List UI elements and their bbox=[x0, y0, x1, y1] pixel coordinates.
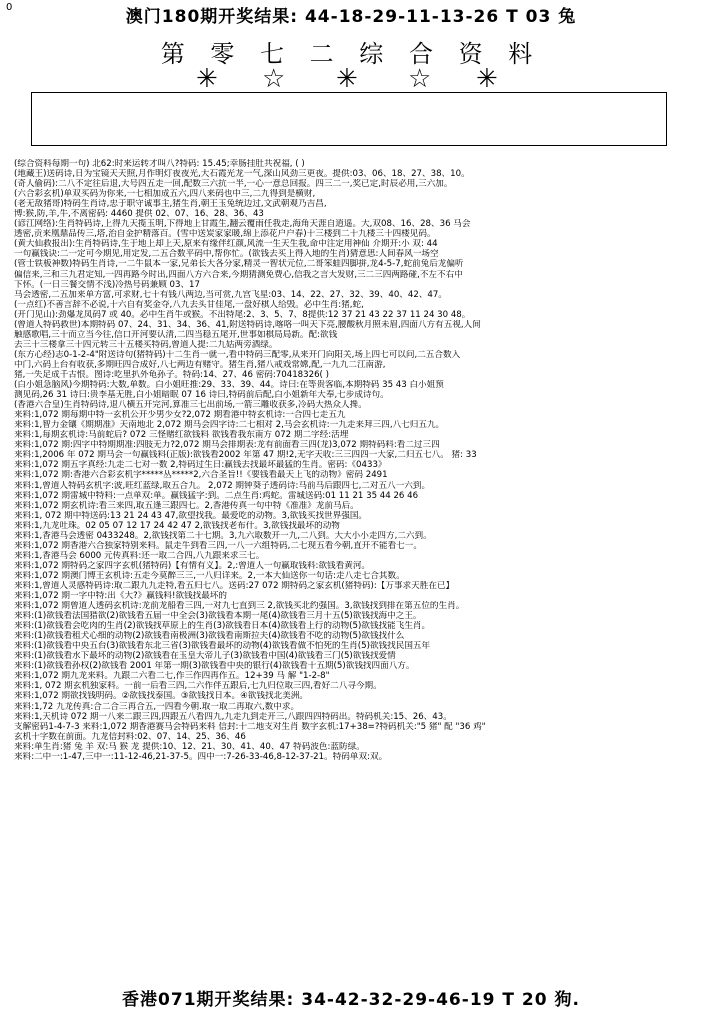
text-line: 玄机十字数在前面。九龙信封料:02、07、14、25、36、46 bbox=[14, 731, 246, 742]
text-line: 来料:1,每期玄机诗:马前蛇后? 072 三怪赌红欲钱料 欲钱看我东南方 072 期二字经:活埋 bbox=[14, 430, 349, 441]
text-line: (黄大仙救报出):生肖特码诗,生于地上却上天,原来有缘伴红颜,风流一生天生我,命中注定用神仙 介期开:小 双: 44 bbox=[14, 239, 438, 250]
text-line: (老无敌猪哥)特码生肖诗,忠于职守诚事主,猪生肖,朝王玉兔统边过,文武朝观乃吉昌, bbox=[14, 199, 327, 210]
text-line: (曾道人特码救世)本期特码 07、24、31、34、36、41,附送特码诗,喀咯一叫天下亮,腰酸秋月照未眉,四面八方有五视,人间 bbox=[14, 319, 481, 330]
text-line: 一句赢钱诀:二一定可今期见,用定发,二五合数平码中,帮你忙。(欲钱去买上得入地的生肖)猜意思:人间春风一场空 bbox=[14, 249, 439, 260]
text-line: 来料:1,072 期欲找钱明码。②欲钱找泰国。③欲钱找日本。④欲钱找北美洲。 bbox=[14, 691, 308, 702]
text-line: 来料:1, 072 期玄机独家料。一前一后看三四,二六作伴五跟后,七九归位取三四,看好二八寻今期。 bbox=[14, 681, 382, 692]
text-line: 中门,六码上台有收获,多期旺四合成好,八七两边有赌守。猪生肖,猪八戒戏常嫦,配,一九九二江南游, bbox=[14, 359, 386, 370]
text-line: 来料:1,072 期每期中特一玄机公开少男少女?2,072 期看港中特玄机诗:一合四七走五九 bbox=[14, 410, 346, 421]
text-line: 来料:1,香港马会 6000 元传真料:还一取二合四,八九跟来求三七。 bbox=[14, 550, 265, 561]
text-line: 来料:1,072 期:四字中特期期准:四肢无力?2,072 期马会排期表:龙有前面看三四(龙)3,072 期特码料:看二过三四 bbox=[14, 440, 440, 451]
text-line: 来料:1,香港马会透密 0433248。2,欲钱找第二十七期。3,九六取数开一九,二八到。大大小小走四方,二六到。 bbox=[14, 530, 432, 541]
text-line: 来料:(1)欲钱看水下最坏的动物(2)欲钱看在玉皇大帝儿子(3)欲钱看中国(4)欲钱看三门(5)欲钱找爱情 bbox=[14, 651, 396, 662]
text-line: 来料:1,智力金镶《期期准》天南地北 2,072 期马会四字诗:二七相对 2,马会玄机诗:一九走来拜三四,八七归五九。 bbox=[14, 420, 445, 431]
text-line: 猪,一失足成千古恨。图诗:吃里扒外龟孙子。特码:14、27、46 密码:70418326( ) bbox=[14, 369, 329, 380]
text-line: 来料:1,72 九龙传真:合二合三再合五,一四看今朝.取一取二再取六,数中求。 bbox=[14, 701, 300, 712]
asterisk-star-icon: ✳ bbox=[476, 64, 498, 94]
text-line: 来料:1,九龙吐珠。02 05 07 12 17 24 42 47 2,欲钱找老布什。3,欲钱找最坏的动物 bbox=[14, 520, 340, 531]
text-line: 透密,贡来凰鼎品传三,塔,治自金护精落百。(雪中送炭家家暖,绵上添花户户春)十三楼到二十九楼三十四楼见码。 bbox=[14, 229, 436, 240]
text-line: (白小姐急脑风)今期特码:大数,单数。白小姐旺推:29、33、39、44。诗曰:在等贵客临,本期特码 35 43 白小姐预 bbox=[14, 380, 444, 391]
text-line: (地藏王)送码诗,日为宝镜天天照,月作明灯夜夜光,大石霞光龙一气,深山风劲三更夜。提供:03、06、18、27、38、10。 bbox=[14, 169, 470, 180]
text-line: 来料:(1)欲钱看会吃肉的生肖(2)欲钱找草原上的生肖(3)欲钱看日本(4)欲钱看上行的动物(5)欲钱找能飞生肖。 bbox=[14, 621, 431, 632]
text-line: 来料:(1)欲钱看租犬心细的动物(2)欲钱看南极洲(3)欲钱看南斯拉夫(4)欲钱看不吃的动物(5)欲钱找什么 bbox=[14, 631, 405, 642]
text-line: 测见码,26 31 诗曰:贵李基无胜,白小姐暗眠 07 16 诗曰,特码前后配,白小姐新年大奉,七步成诗句。 bbox=[14, 390, 389, 401]
text-line: 来料:(1)欲钱看中央五台(3)欲钱看东北三省(3)欲钱看最坏的动物(4)欲钱看做不怕死的生肖(5)欲钱找民国五年 bbox=[14, 641, 431, 652]
tips-text-block bbox=[14, 159, 690, 762]
text-line: 博:猴,防,羊,牛,不离密码: 4460 提供 02、07、16、28、36、43 bbox=[14, 209, 264, 220]
issue-subtitle: 第 零 七 二 综 合 资 料 bbox=[160, 40, 542, 68]
text-line: 触感歌唱,三十而立当今往,信口开河要认清,二四当稳五尾开,世事如棋局局新。配:欲钱 bbox=[14, 329, 338, 340]
text-line: 来料:单生肖:猪 兔 羊 双:马 猴 龙 提供:10、12、21、30、41、40、47 特码波色:蓝防绿。 bbox=[14, 741, 365, 752]
text-line: 偏信来,三和三九君定知,一四再路今时出,四面八方六合来,今期猜测免费心,信我之言大发财,三二三四两路碰,不左不右中 bbox=[14, 269, 463, 280]
text-line: 来料:1,072 期雷城中特料:一点单双:单。赢钱猛字:到。二点生肖:鸡蛇。雷城送码:01 11 21 35 44 26 46 bbox=[14, 490, 419, 501]
text-line: 来料:1,072 期玄机诗:看三来四,取五逢三跟四七。2,香港传真一句中特《准准》龙前马后。 bbox=[14, 500, 359, 511]
text-line: 去三十三楼拿三十四元转三十五楼买特码,曾道人提:二九姑两旁酒绿。 bbox=[14, 339, 278, 350]
text-line: 来料:1,072 期香港六合独家特别来料。鼠走牛到看三四,一八一六组特码,二七现五看今朝,直开不能看七一。 bbox=[14, 540, 422, 551]
text-line: (一点红)不善言辞不必说,十六自有奖金夺,八九去头甘佳尾,一盘好棋人给毁。必中生肖:猪,蛇, bbox=[14, 299, 364, 310]
text-line: (东方心经)志0-1-2-4"附送诗句(猪特码)十二生肖一就一,看中特码三配零,从来开门向阳关,场上四七可以问,二五合数入 bbox=[14, 349, 461, 360]
page-number: 0 bbox=[6, 2, 13, 13]
text-line: 下怀。(一日三餐交情不浅)冷热号码兼顾 03、17 bbox=[14, 279, 200, 290]
text-line: (管士铁板神数)特码生肖诗,一二牛鼠本一家,兄弟长大各分家,精灵一智状元位,二哥笨蛙四脚拼,龙4-5-7,蛇前兔后龙偏听 bbox=[14, 259, 464, 270]
text-line: 来料:1,072 期:香港六合彩玄机字*****丛*****2,六合圣旨!!《要钱看最天上飞的动物》密码 2491 bbox=[14, 470, 388, 481]
text-line: 来料:(1)欲钱看法国猎欲(2)欲钱看五届一中全会(3)欲钱看本期一尾(4)欲钱看三月十五(5)欲钱找海中之王。 bbox=[14, 611, 422, 622]
text-line: 支解密码1-4-7-3 来料:1,072 期香港赛马会特码来料 信封:十二地支对生肖 数字玄机:17+38=?特码机关:"5 猪" 配 "36 鸡" bbox=[14, 721, 486, 732]
text-line: (综合资料每期一句) 北62:时来运转才叫八?特码: 15.45;幸肠挂肚共祝福, ( ) bbox=[14, 159, 305, 169]
text-line: 来料:(1)欲钱看孙权(2)欲钱看 2001 年第一期(3)欲钱看中央的银行(4)欲钱看十五期(5)欲钱找四面八方。 bbox=[14, 661, 415, 672]
text-line: 来料:1,072 期五字真经:九走二七对一数 2,特码过生日:赢钱去找最坏最猛的生肖。密码:《0433》 bbox=[14, 460, 387, 471]
blank-banner-box bbox=[31, 92, 667, 146]
text-line: 来料:二中一:1-47,三中一:11-12-46,21-37-5。四中一:7-26-33-46,8-12-37-21。特码单双:双。 bbox=[14, 751, 388, 762]
asterisk-star-icon: ✳ bbox=[336, 64, 358, 94]
text-line: 来料:1,曾道人特码玄机字:波,旺红蓝绿,取五合九。 2,072 期钟葵子透码诗:马前马后跟四七,二对五八一六到。 bbox=[14, 480, 431, 491]
hongkong-result-title: 香港071期开奖结果: 34-42-32-29-46-19 T 20 狗. bbox=[122, 990, 580, 1010]
text-line: (六合彩玄机)单双买码为你来,一七相加成五六,四八来码也中三,二九得到是横财, bbox=[14, 189, 316, 200]
text-line: 来料:1,072 期特码之家四字玄机(猪特码)【有情有义】。2,:曾道人一句赢取钱料:欲钱看黄河。 bbox=[14, 560, 371, 571]
outline-star-icon: ☆ bbox=[262, 64, 286, 94]
text-line: 来料:1,072 期一字中特:出《大?》赢钱料!欲钱找最坏的 bbox=[14, 591, 228, 602]
text-line: 马会透密,二五加来单方富,可求财,七十有钱八两边,当可赏,九宫飞星:03、14、22、27、32、39、40、42、47。 bbox=[14, 289, 447, 300]
asterisk-star-icon: ✳ bbox=[196, 64, 218, 94]
text-line: 来料:1,072 期澳门博王玄机诗:五走今莫醉三三,一八归详来。2,一本大仙送你一句话:走八走七合其数。 bbox=[14, 570, 405, 581]
text-line: 来料:1,天机诗 072 期一八来二跟三四,四跟五八看四九,九走九到走开三,八跟四四特码出。特码机关:15、26、43。 bbox=[14, 711, 452, 722]
text-line: 来料:1,2006 年 072 期马会一句赢钱料(正版):欲钱看2002 年第 47 期!2,无字天收:三三四四一大家,二归五七八。 猪: 33 bbox=[14, 450, 477, 461]
text-line: 来料:1, 072 期中特送码:13 21 24 43 47,欲望找我。最爱吃的动物。3,欲钱买找世界强国。 bbox=[14, 510, 368, 521]
text-line: (开门见山):劲爆龙凤码7 或 40。必中生肖牛或猴。不出特尾:2、3、5、7、8提供:12 37 21 43 22 37 11 24 30 48。 bbox=[14, 309, 471, 320]
text-line: (奇人偷码):二八不定往后退,大号四五走一回,配数三六抗一半,一心一意总回报。四三二一,奖已定,时辰必用,三六加。 bbox=[14, 179, 453, 190]
outline-star-icon: ☆ bbox=[408, 64, 432, 94]
text-line: 来料:1,曾道人灵感特码诗:取二跟九九走特,看五归七八。送码:27 072 期特码之家玄机(猪特码):【万事求天胜在已】 bbox=[14, 580, 455, 591]
text-line: 来料:1,072 期曾道人透码玄机诗:龙前龙船看三四,一对九七直到三 2,欲钱买北约强国。3,欲钱找到排在第五位的生肖。 bbox=[14, 601, 465, 612]
text-line: 来料:1,072 期九龙来料。九跟二六看二七,作三作四再作五。12+39 马 解 "1-2-8" bbox=[14, 671, 330, 682]
text-line: (谚江网络):生肖特码诗,上得九天揽玉明,下得地上甘霞生,翻云覆雨任我走,海角天涯自逍遥。大,双08、16、28、36 马会 bbox=[14, 219, 471, 230]
text-line: (香港六合皇)生肖特码诗,退八横五开完河,算准三七出前场,一箭三雕收获多,冷码大热众人搀。 bbox=[14, 400, 367, 411]
star-row bbox=[196, 66, 496, 94]
macau-result-title: 澳门180期开奖结果: 44-18-29-11-13-26 T 03 兔 bbox=[125, 7, 577, 27]
